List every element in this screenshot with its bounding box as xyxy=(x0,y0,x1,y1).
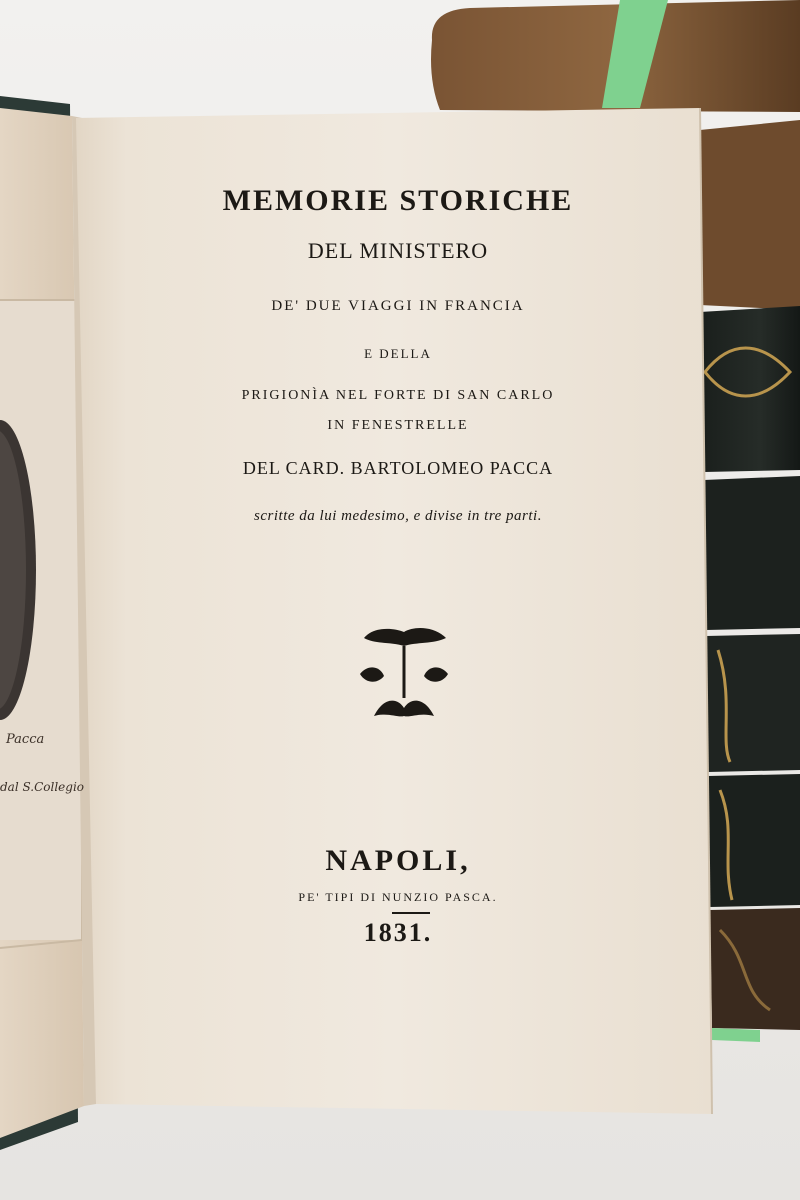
dark-book-gilt xyxy=(700,306,800,472)
subtitle-line: scritte da lui medesimo, e divise in tre parti. xyxy=(254,508,542,524)
year-imprint: 1831. xyxy=(363,918,433,947)
title-line-1: MEMORIE STORICHE xyxy=(222,184,574,217)
dark-book-bottom xyxy=(710,908,800,1030)
title-page xyxy=(92,112,704,1116)
portrait-caption-1: Pacca xyxy=(6,732,45,747)
city-imprint: NAPOLI, xyxy=(325,844,471,877)
author-line: DEL CARD. BARTOLOMEO PACCA xyxy=(242,458,554,478)
title-line-3: DE' DUE VIAGGI IN FRANCIA xyxy=(271,298,525,314)
title-line-5: PRIGIONÌA NEL FORTE DI SAN CARLO xyxy=(241,388,555,403)
printer-imprint: PE' TIPI DI NUNZIO PASCA. xyxy=(298,890,498,904)
brown-book-second xyxy=(700,120,800,310)
title-line-2: DEL MINISTERO xyxy=(307,238,489,263)
title-line-6: IN FENESTRELLE xyxy=(327,418,469,433)
portrait-caption-2: dal S.Collegio xyxy=(0,780,85,794)
dark-book-plain xyxy=(704,476,800,630)
title-line-4: E DELLA xyxy=(364,346,432,361)
green-band-bottom xyxy=(712,1028,760,1042)
